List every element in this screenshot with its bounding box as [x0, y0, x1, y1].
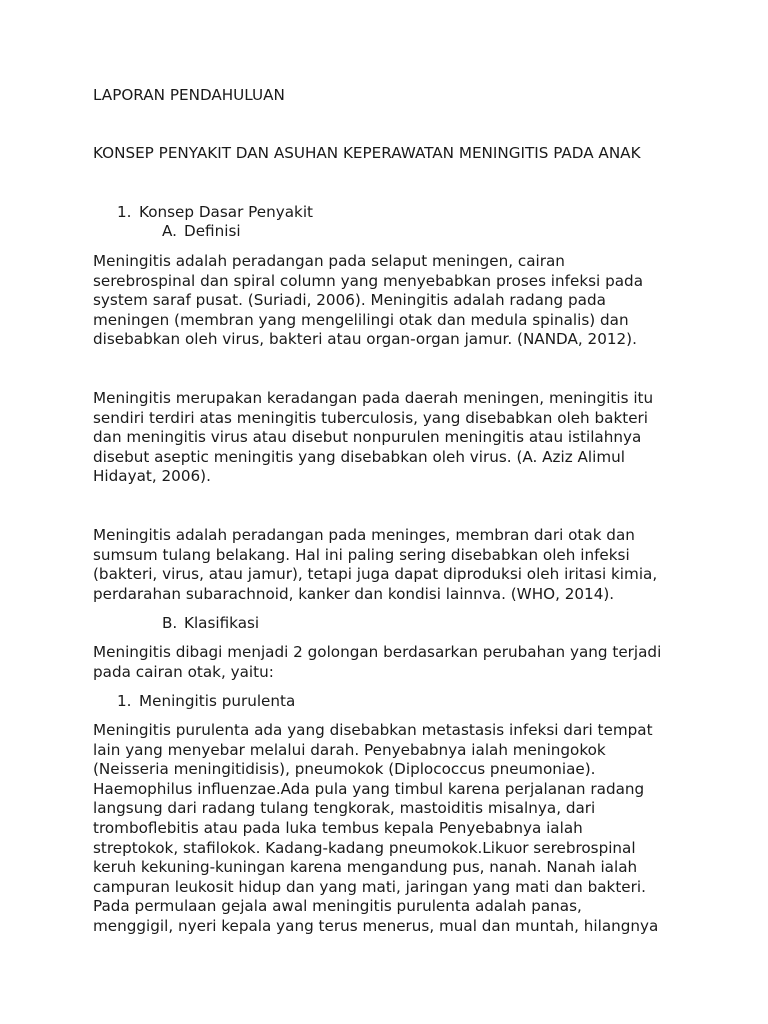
- paragraph-line: disebut aseptic meningitis yang disebabkan oleh virus. (A. Aziz Alimul: [93, 447, 625, 466]
- list-item-number: 1.: [117, 692, 132, 710]
- paragraph-line: sendiri terdiri atas meningitis tuberculosis, yang disebabkan oleh bakteri: [93, 408, 649, 427]
- paragraph-definition-3: [93, 526, 683, 604]
- paragraph-line: meningen (membran yang mengelilingi otak dan medula spinalis) dan: [93, 310, 629, 329]
- subsection-heading-klasifikasi: [162, 614, 259, 634]
- paragraph-line: serebrospinal dan spiral column yang menyebabkan proses infeksi pada: [93, 271, 643, 290]
- paragraph-line: Hidayat, 2006).: [93, 467, 211, 486]
- paragraph-definition-1: [93, 252, 683, 350]
- paragraph-line: Meningitis adalah peradangan pada selaput meningen, cairan: [93, 252, 565, 270]
- paragraph-line: Haemophilus influenzae.Ada pula yang timbul karena perjalanan radang: [93, 779, 645, 798]
- paragraph-classification-intro: [93, 643, 683, 682]
- paragraph-line: Meningitis merupakan keradangan pada daerah meningen, meningitis itu: [93, 389, 654, 407]
- paragraph-line: pada cairan otak, yaitu:: [93, 662, 274, 681]
- paragraph-line: Meningitis purulenta ada yang disebabkan metastasis infeksi dari tempat: [93, 721, 653, 739]
- paragraph-line: disebabkan oleh virus, bakteri atau organ-organ jamur. (NANDA, 2012).: [93, 330, 637, 349]
- list-item-meningitis-purulenta: [117, 692, 295, 712]
- paragraph-definition-2: [93, 389, 683, 487]
- paragraph-line: menggigil, nyeri kepala yang terus menerus, mual dan muntah, hilangnya: [93, 916, 659, 935]
- subsection-heading-definisi: [162, 222, 241, 242]
- subsection-letter: A.: [162, 222, 177, 240]
- subsection-title: Definisi: [184, 222, 241, 240]
- document-title: LAPORAN PENDAHULUAN: [93, 86, 285, 104]
- subsection-title: Klasifikasi: [184, 614, 260, 632]
- paragraph-line: sumsum tulang belakang. Hal ini paling sering disebabkan oleh infeksi: [93, 545, 630, 564]
- section-heading-konsep-dasar: [117, 203, 313, 223]
- paragraph-line: perdarahan subarachnoid, kanker dan kondisi lainnva. (WHO, 2014).: [93, 584, 615, 603]
- paragraph-line: langsung dari radang tulang tengkorak, mastoiditis misalnya, dari: [93, 799, 596, 818]
- paragraph-line: dan meningitis virus atau disebut nonpurulen meningitis atau istilahnya: [93, 428, 642, 447]
- paragraph-line: Meningitis dibagi menjadi 2 golongan berdasarkan perubahan yang terjadi: [93, 643, 662, 661]
- paragraph-line: (bakteri, virus, atau jamur), tetapi juga dapat diproduksi oleh iritasi kimia,: [93, 565, 658, 584]
- paragraph-line: (Neisseria meningitidisis), pneumokok (Diplococcus pneumoniae).: [93, 760, 596, 779]
- paragraph-line: campuran leukosit hidup dan yang mati, jaringan yang mati dan bakteri.: [93, 877, 646, 896]
- paragraph-line: Meningitis adalah peradangan pada meninges, membran dari otak dan: [93, 526, 635, 544]
- paragraph-line: streptokok, stafilokok. Kadang-kadang pneumokok.Likuor serebrospinal: [93, 838, 636, 857]
- paragraph-line: keruh kekuning-kuningan karena mengandung pus, nanah. Nanah ialah: [93, 858, 638, 877]
- paragraph-line: tromboflebitis atau pada luka tembus kepala Penyebabnya ialah: [93, 818, 583, 837]
- paragraph-line: lain yang menyebar melalui darah. Penyebabnya ialah meningokok: [93, 740, 606, 759]
- section-number: 1.: [117, 203, 132, 221]
- list-item-title: Meningitis purulenta: [139, 692, 296, 710]
- document-subtitle: KONSEP PENYAKIT DAN ASUHAN KEPERAWATAN MENINGITIS PADA ANAK: [93, 144, 641, 162]
- section-title: Konsep Dasar Penyakit: [139, 203, 313, 221]
- paragraph-purulenta: [93, 721, 683, 937]
- paragraph-line: system saraf pusat. (Suriadi, 2006). Meningitis adalah radang pada: [93, 291, 606, 310]
- paragraph-line: Pada permulaan gejala awal meningitis purulenta adalah panas,: [93, 897, 582, 916]
- subsection-letter: B.: [162, 614, 178, 632]
